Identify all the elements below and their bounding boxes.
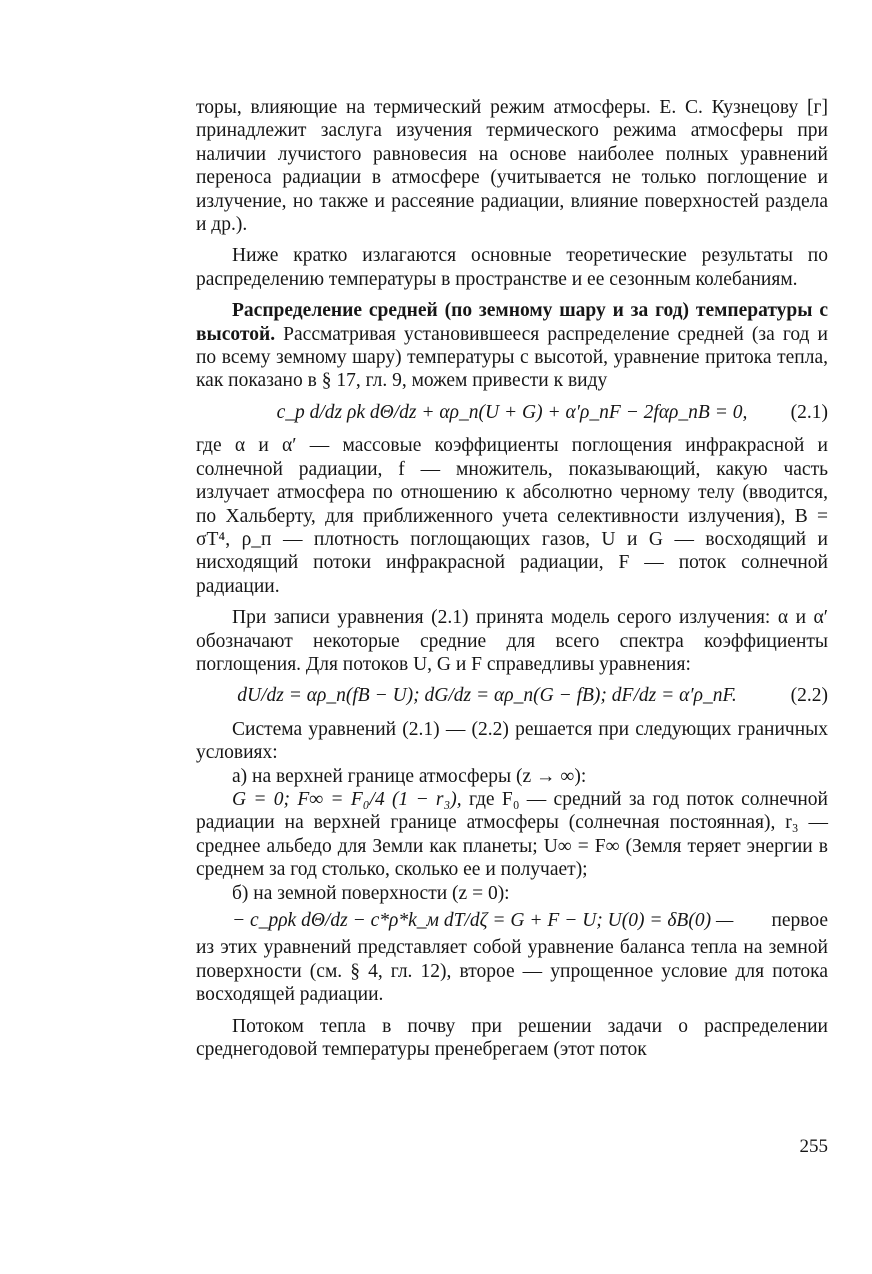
section-heading: Распределение средней (по земному шару и за год) температуры с высотой.	[196, 300, 828, 345]
section-heading-text: Рассматривая установившееся распределение средней (за год и по всему земному шару) температуры с высотой, уравнение притока тепла, как показано в § 17, гл. 9, можем привести к виду	[196, 323, 828, 392]
condition-a-description: где F₀ — средний за год поток солнечной радиации на верхней границе атмосферы (солнечная постоянная), r₃ — среднее альбедо для Земли как планеты; U∞ = F∞ (Земля теряет энергии в среднем за год столько, сколько ее и получает);	[196, 788, 828, 881]
paragraph-boundary: Система уравнений (2.1) — (2.2) решается при следующих граничных условиях:	[196, 718, 828, 764]
paragraph-section-heading	[196, 299, 828, 393]
page-number: 255	[799, 1136, 828, 1157]
paragraph-soil-flux: Потоком тепла в почву при решении задачи о распределении среднегодовой температуры пренебрегаем (этот поток	[196, 1015, 828, 1061]
page-body	[196, 96, 828, 1061]
equation-2-2	[196, 684, 828, 707]
paragraph-grey-model: При записи уравнения (2.1) принята модель серого излучения: α и α′ обозначают некоторые средние для всего спектра коэффициенты поглощения. Для потоков U, G и F справедливы уравнения:	[196, 607, 828, 675]
equation-2-1-number: (2.1)	[790, 401, 828, 423]
equation-2-2-body: dU/dz = αρ_п(fB − U); dG/dz = αρ_п(G − fB); dF/dz = α′ρ_пF.	[237, 685, 737, 707]
condition-a-equation: G = 0; F∞ = F₀/4 (1 − r₃),	[232, 788, 462, 810]
condition-b-equation-row	[196, 909, 828, 932]
paragraph-intro: торы, влияющие на термический режим атмосферы. Е. С. Кузнецову [г] принадлежит заслуга изучения термического режима атмосферы при наличии лучистого равновесия на основе наиболее полных уравнений переноса радиации в атмосфере (учитывается не только поглощение и излучение, но также и рассеяние радиации, влияние поверхностей раздела и др.).	[196, 97, 828, 236]
condition-a-heading: а) на верхней границе атмосферы (z → ∞):	[232, 765, 587, 787]
condition-b-equation: − c_pρk dΘ/dz − c*ρ*k_м dT/dζ = G + F − U; U(0) = δB(0) —	[232, 910, 734, 931]
equation-2-2-number: (2.2)	[790, 685, 828, 707]
paragraph-balance: из этих уравнений представляет собой уравнение баланса тепла на земной поверхности (см. § 4, гл. 12), второе — упрощенное условие для потока восходящей радиации.	[196, 937, 828, 1006]
paragraph-overview: Ниже кратко излагаются основные теоретические результаты по распределению температуры в пространстве и ее сезонным колебаниям.	[196, 245, 828, 290]
condition-b-tail: первое	[771, 910, 828, 931]
paragraph-definitions: где α и α′ — массовые коэффициенты поглощения инфракрасной и солнечной радиации, f — множитель, показывающий, какую часть излучает атмосфера по отношению к абсолютно черному телу (вводится, по Хальберту, для приближенного учета селективности излучения), B = σT⁴, ρ_п — плотность поглощающих газов, U и G — восходящий и нисходящий потоки инфракрасной радиации, F — поток солнечной радиации.	[196, 435, 828, 597]
equation-2-1-body: c_p d/dz ρk dΘ/dz + αρ_п(U + G) + α′ρ_пF − 2fαρ_пB = 0,	[276, 401, 748, 423]
condition-b-heading: б) на земной поверхности (z = 0):	[232, 882, 510, 904]
equation-2-1	[196, 401, 828, 424]
condition-a-text	[196, 788, 828, 882]
